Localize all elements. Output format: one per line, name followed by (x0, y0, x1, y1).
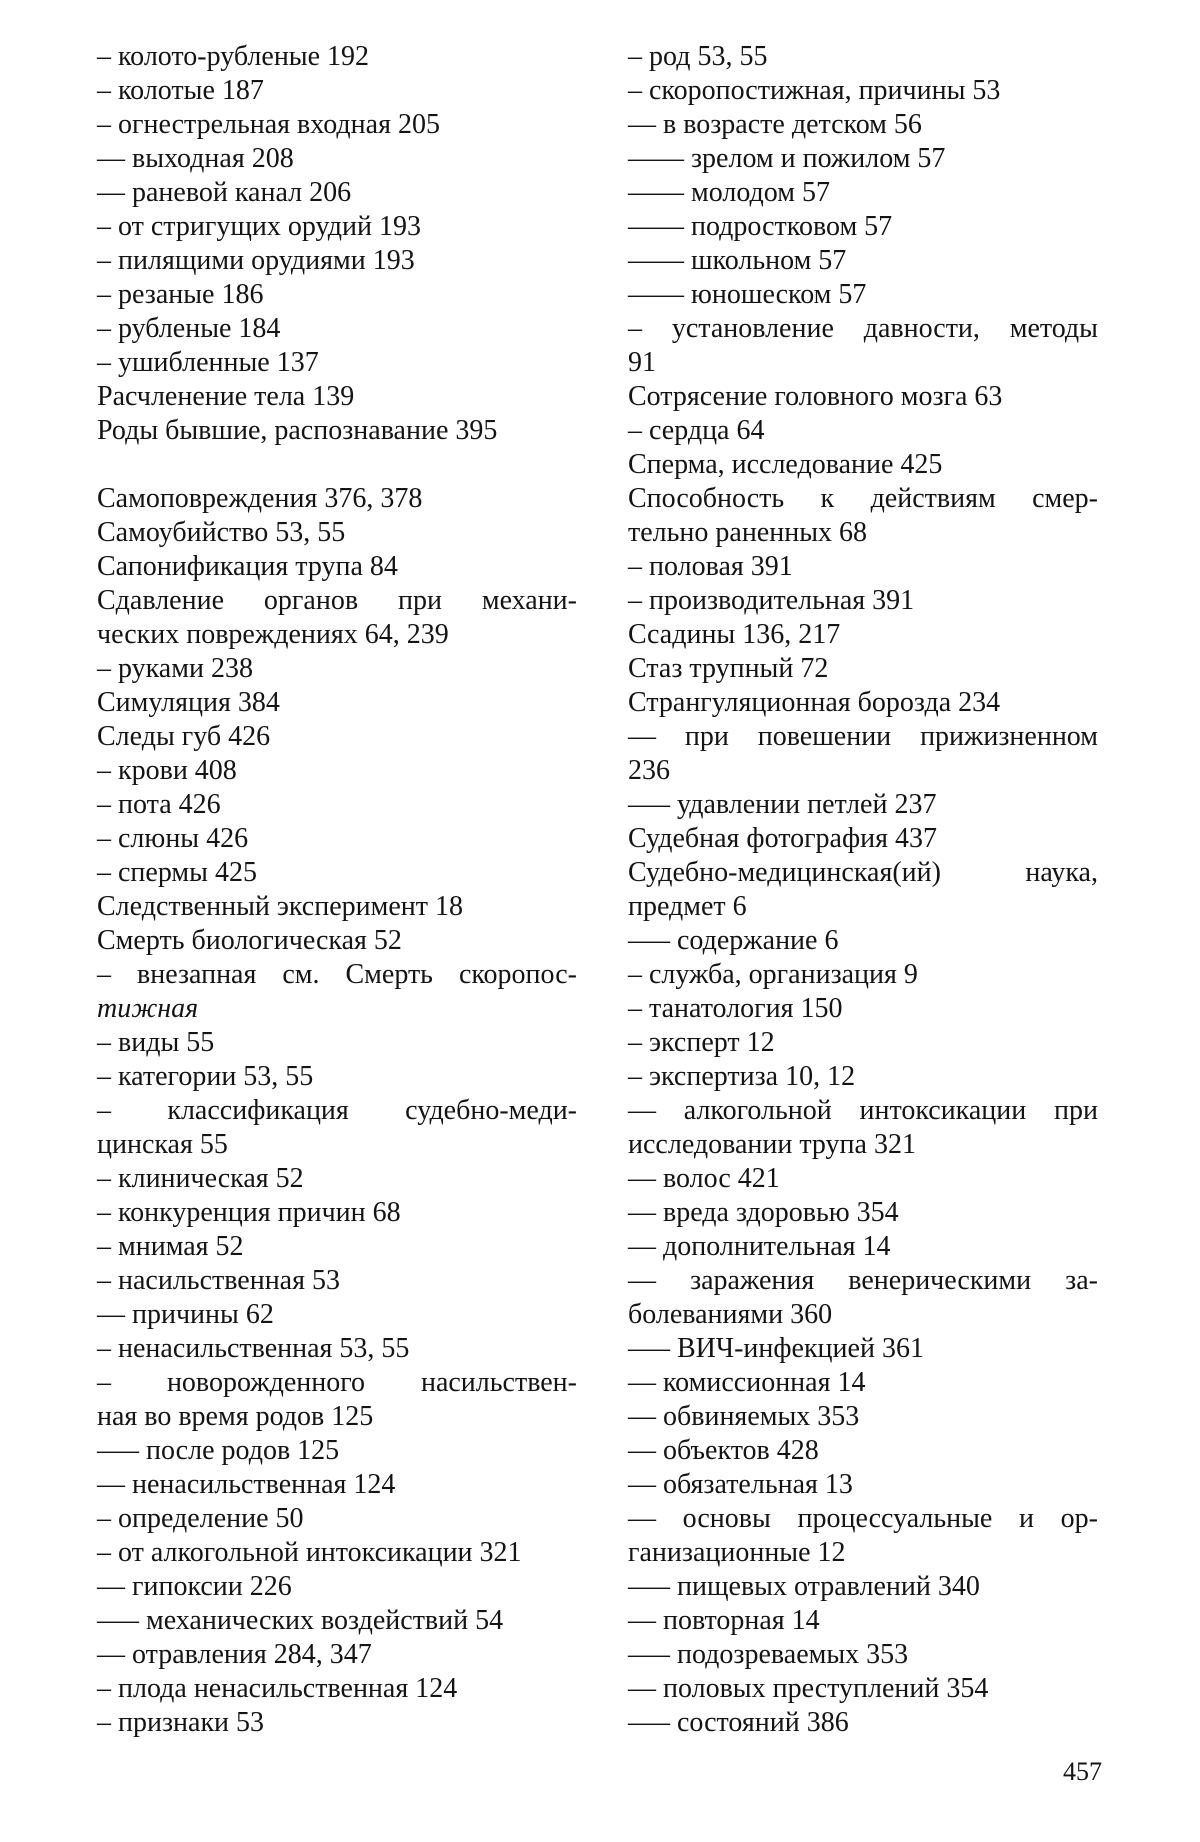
index-entry: – сердца 64 (628, 415, 765, 446)
index-entry: ––– пищевых отравлений 340 (628, 1571, 980, 1602)
index-entry: – клиническая 52 (97, 1163, 304, 1194)
index-entry: – эксперт 12 (628, 1027, 775, 1058)
index-entry: –– обязательная 13 (628, 1469, 853, 1500)
index-entry: ––– ВИЧ-инфекцией 361 (628, 1333, 924, 1364)
index-entry: 91 (628, 347, 656, 378)
index-entry: – танатология 150 (628, 993, 843, 1024)
index-entry: – определение 50 (97, 1503, 304, 1534)
index-entry: – новорожденного насильствен- (97, 1367, 577, 1398)
index-entry: –– заражения венерическими за- (628, 1265, 1098, 1296)
index-entry: исследовании трупа 321 (628, 1129, 916, 1160)
index-entry: –––– молодом 57 (628, 177, 830, 208)
index-entry: Сдавление органов при механи- (97, 585, 577, 616)
index-entry: Сотрясение головного мозга 63 (628, 381, 1003, 412)
index-entry: – насильственная 53 (97, 1265, 340, 1296)
index-entry: – от стригущих орудий 193 (97, 211, 421, 242)
index-entry: Роды бывшие, распознавание 395 (97, 415, 498, 446)
index-entry: – пилящими орудиями 193 (97, 245, 415, 276)
index-entry: –––– подростковом 57 (628, 211, 893, 242)
index-entry: Судебно-медицинская(ий) наука, (628, 857, 1098, 888)
index-entry: Сапонификация трупа 84 (97, 551, 398, 582)
index-entry: – признаки 53 (97, 1707, 265, 1738)
index-entry: ческих повреждениях 64, 239 (97, 619, 449, 650)
index-entry: –– в возрасте детском 56 (628, 109, 922, 140)
index-entry: –– раневой канал 206 (97, 177, 352, 208)
index-entry: –– повторная 14 (628, 1605, 820, 1636)
index-entry: – руками 238 (97, 653, 253, 684)
index-entry: предмет 6 (628, 891, 747, 922)
index-entry: –– комиссионная 14 (628, 1367, 866, 1398)
index-entry: – колотые 187 (97, 75, 264, 106)
index-entry: –– вреда здоровью 354 (628, 1197, 899, 1228)
index-entry: – половая 391 (628, 551, 793, 582)
index-entry: 236 (628, 755, 670, 786)
index-entry: –– ненасильственная 124 (97, 1469, 396, 1500)
index-entry: –– основы процессуальные и ор- (628, 1503, 1098, 1534)
index-entry: тельно раненных 68 (628, 517, 868, 548)
index-entry: Расчленение тела 139 (97, 381, 355, 412)
index-entry: – ушибленные 137 (97, 347, 319, 378)
index-entry: – от алкогольной интоксикации 321 (97, 1537, 522, 1568)
index-entry: – экспертиза 10, 12 (628, 1061, 856, 1092)
index-entry: – крови 408 (97, 755, 237, 786)
index-entry: – резаные 186 (97, 279, 264, 310)
index-entry: ––– состояний 386 (628, 1707, 849, 1738)
index-entry: ––– механических воздействий 54 (97, 1605, 504, 1636)
index-entry: Судебная фотография 437 (628, 823, 937, 854)
index-entry: – скоропостижная, причины 53 (628, 75, 1001, 106)
index-entry: –– объектов 428 (628, 1435, 819, 1466)
index-entry: – спермы 425 (97, 857, 257, 888)
index-entry: –– гипоксии 226 (97, 1571, 292, 1602)
index-entry: ––– удавлении петлей 237 (628, 789, 937, 820)
index-entry: –– при повешении прижизненном (628, 721, 1098, 752)
index-entry: ная во время родов 125 (97, 1401, 374, 1432)
index-entry: болеваниями 360 (628, 1299, 833, 1330)
index-entry: –– алкогольной интоксикации при (628, 1095, 1098, 1126)
index-entry: – виды 55 (97, 1027, 215, 1058)
index-entry: Самоубийство 53, 55 (97, 517, 346, 548)
index-entry: –– отравления 284, 347 (97, 1639, 372, 1670)
right-index-column (628, 40, 1098, 1740)
index-entry: Способность к действиям смер- (628, 483, 1098, 514)
index-entry: – категории 53, 55 (97, 1061, 314, 1092)
page-number: 457 (1063, 1757, 1102, 1786)
index-entry: Сперма, исследование 425 (628, 449, 943, 480)
index-entry: – огнестрельная входная 205 (97, 109, 440, 140)
index-entry: – производительная 391 (628, 585, 915, 616)
index-entry: – конкуренция причин 68 (97, 1197, 401, 1228)
index-entry: –– выходная 208 (97, 143, 294, 174)
index-entry: Самоповреждения 376, 378 (97, 483, 423, 514)
index-entry: Ссадины 136, 217 (628, 619, 841, 650)
index-entry: – классификация судебно-меди- (97, 1095, 577, 1126)
index-entry: –– причины 62 (97, 1299, 274, 1330)
index-entry: ––– содержание 6 (628, 925, 839, 956)
index-entry: – слюны 426 (97, 823, 249, 854)
index-entry: Странгуляционная борозда 234 (628, 687, 1001, 718)
index-entry: –––– юношеском 57 (628, 279, 867, 310)
index-entry: – пота 426 (97, 789, 221, 820)
index-entry: тижная (97, 993, 199, 1024)
index-entry: –– дополнительная 14 (628, 1231, 891, 1262)
index-entry: Симуляция 384 (97, 687, 280, 718)
index-entry: – плода ненасильственная 124 (97, 1673, 458, 1704)
left-index-column (97, 40, 577, 1740)
index-entry: – колото-рубленые 192 (97, 41, 370, 72)
index-entry: – рубленые 184 (97, 313, 281, 344)
index-entry: – род 53, 55 (628, 41, 768, 72)
index-entry: Следственный эксперимент 18 (97, 891, 463, 922)
index-entry: –– волос 421 (628, 1163, 780, 1194)
index-entry: –––– школьном 57 (628, 245, 847, 276)
index-entry: – мнимая 52 (97, 1231, 244, 1262)
index-entry: – ненасильственная 53, 55 (97, 1333, 410, 1364)
index-entry: –––– зрелом и пожилом 57 (628, 143, 946, 174)
index-entry: Стаз трупный 72 (628, 653, 829, 684)
index-entry: – установление давности, методы (628, 313, 1098, 344)
index-entry: – служба, организация 9 (628, 959, 918, 990)
index-entry: ––– подозреваемых 353 (628, 1639, 909, 1670)
index-entry (97, 448, 577, 482)
index-entry: Смерть биологическая 52 (97, 925, 402, 956)
index-entry: цинская 55 (97, 1129, 228, 1160)
index-entry: – внезапная см. Смерть скоропос- (97, 959, 577, 990)
index-entry: ганизационные 12 (628, 1537, 846, 1568)
index-entry: ––– после родов 125 (97, 1435, 340, 1466)
index-entry: –– обвиняемых 353 (628, 1401, 860, 1432)
index-entry: Следы губ 426 (97, 721, 271, 752)
index-entry: –– половых преступлений 354 (628, 1673, 989, 1704)
